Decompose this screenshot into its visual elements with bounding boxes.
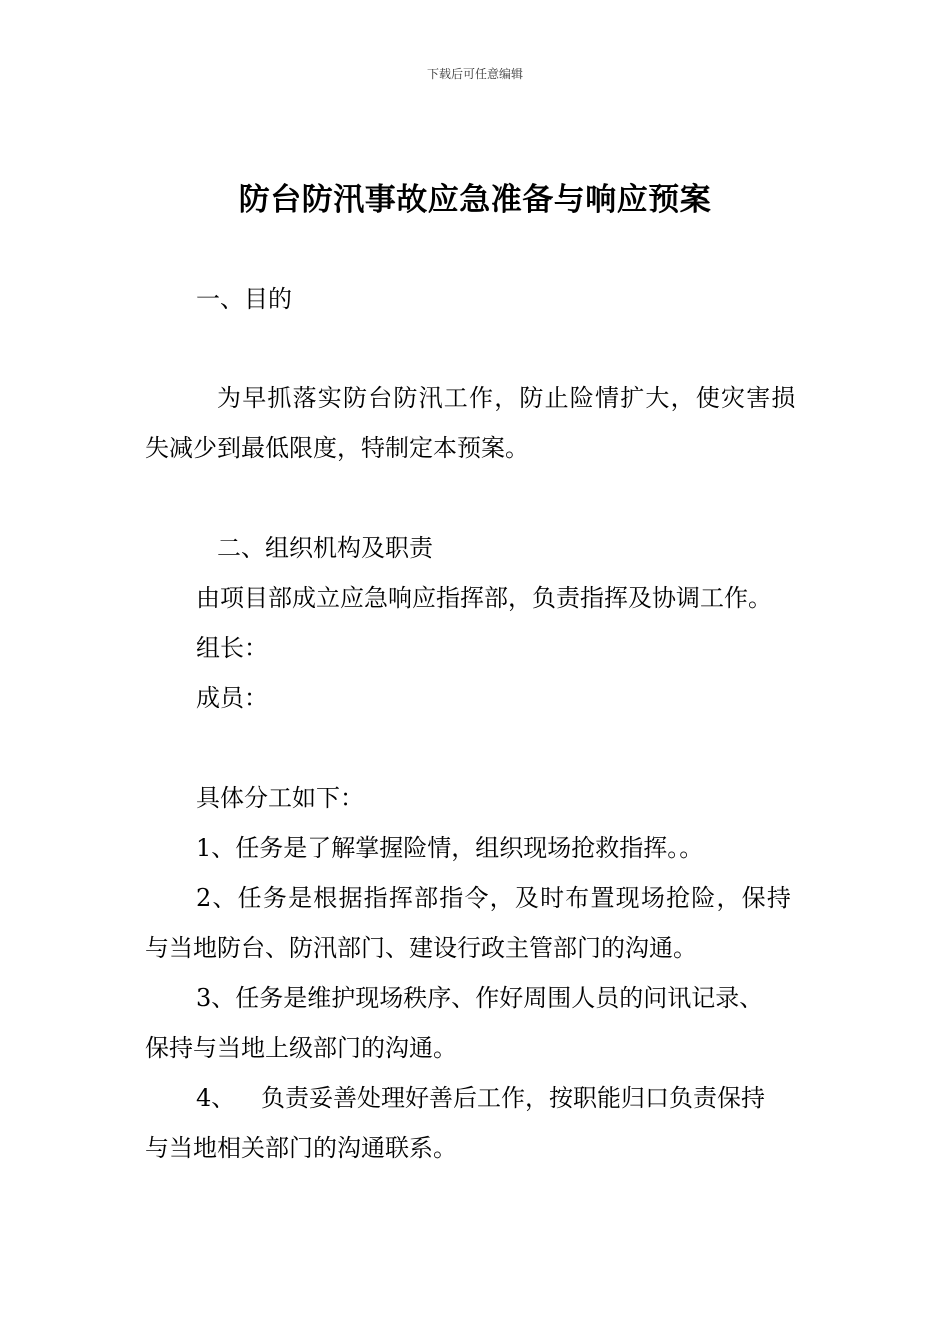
section2-leader: 组长： xyxy=(196,634,268,662)
division-heading: 具体分工如下： xyxy=(196,784,364,812)
section2-heading: 二、组织机构及职责 xyxy=(217,534,433,562)
section1-body-line1: 为早抓落实防台防汛工作，防止险情扩大，使灾害损 xyxy=(217,384,797,412)
list-item-3-line1: 3、任务是维护现场秩序、作好周围人员的问讯记录、 xyxy=(196,984,764,1012)
list-item-4-line2: 与当地相关部门的沟通联系。 xyxy=(145,1134,457,1162)
list-item-1: 1、任务是了解掌握险情，组织现场抢救指挥。。 xyxy=(196,834,704,862)
list-item-4-line1: 负责妥善处理好善后工作，按职能归口负责保持 xyxy=(261,1084,765,1112)
list-item-2-line2: 与当地防台、防汛部门、建设行政主管部门的沟通。 xyxy=(145,934,697,962)
list-item-2-line1: 2、任务是根据指挥部指令，及时布置现场抢险，保持 xyxy=(196,884,793,912)
list-item-3-line2: 保持与当地上级部门的沟通。 xyxy=(145,1034,457,1062)
section2-members: 成员： xyxy=(196,684,268,712)
page-header-note: 下载后可任意编辑 xyxy=(426,67,523,81)
document-title: 防台防汛事故应急准备与响应预案 xyxy=(238,182,712,218)
section1-body-line2: 失减少到最低限度，特制定本预案。 xyxy=(145,434,529,462)
section1-heading: 一、目的 xyxy=(196,285,292,313)
list-item-4-number: 4、 xyxy=(196,1084,236,1112)
section2-intro: 由项目部成立应急响应指挥部，负责指挥及协调工作。 xyxy=(196,584,772,612)
